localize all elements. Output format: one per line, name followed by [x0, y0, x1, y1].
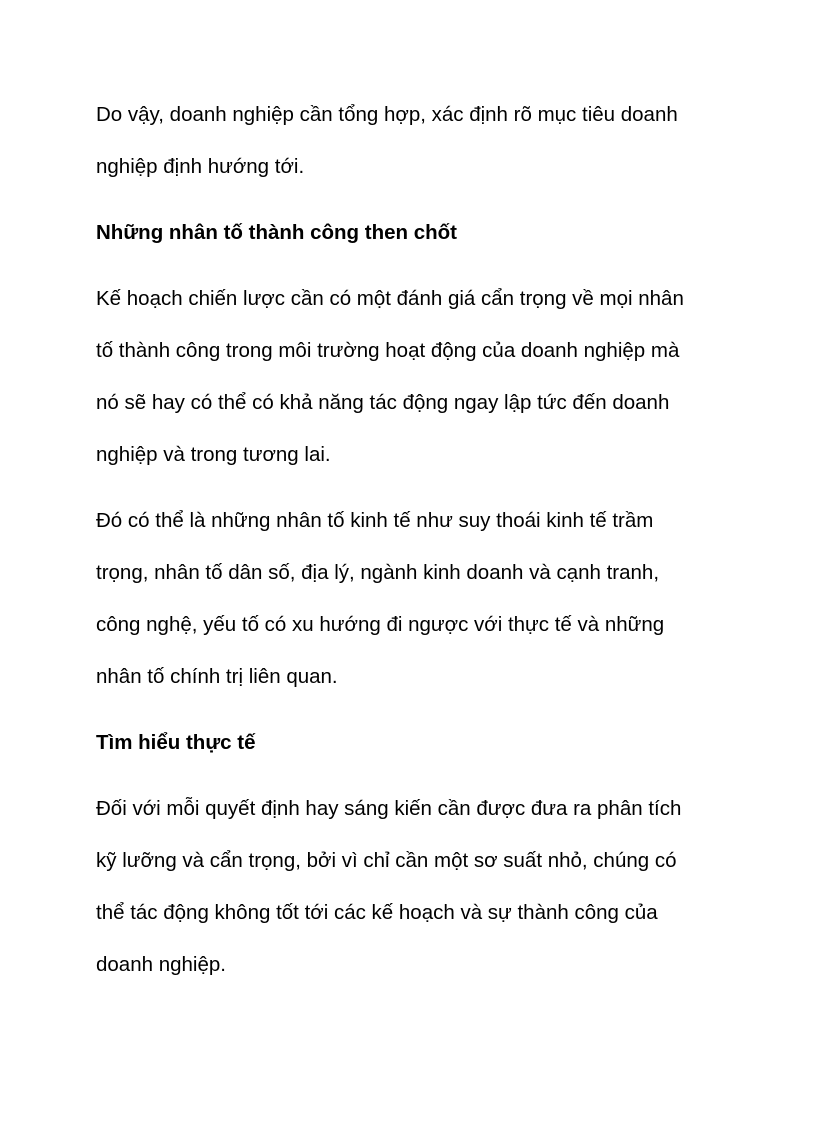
- document-body: [96, 89, 736, 1005]
- paragraph-decisions: [96, 783, 736, 991]
- paragraph-objectives: [96, 89, 736, 193]
- paragraph-line: kỹ lưỡng và cẩn trọng, bởi vì chỉ cần một sơ suất nhỏ, chúng có: [96, 849, 677, 872]
- paragraph-line: nghiệp định hướng tới.: [96, 155, 305, 178]
- section-heading-key-success-factors: Những nhân tố thành công then chốt: [96, 221, 458, 244]
- paragraph-line: doanh nghiệp.: [96, 953, 226, 976]
- paragraph-line: trọng, nhân tố dân số, địa lý, ngành kinh doanh và cạnh tranh,: [96, 561, 660, 584]
- paragraph-line: Do vậy, doanh nghiệp cần tổng hợp, xác định rõ mục tiêu doanh: [96, 103, 678, 126]
- paragraph-line: thể tác động không tốt tới các kế hoạch và sự thành công của: [96, 901, 658, 924]
- paragraph-line: Kế hoạch chiến lược cần có một đánh giá cẩn trọng về mọi nhân: [96, 287, 684, 310]
- section-heading-research-reality: Tìm hiểu thực tế: [96, 731, 256, 754]
- paragraph-line: Đối với mỗi quyết định hay sáng kiến cần được đưa ra phân tích: [96, 797, 682, 820]
- paragraph-line: Đó có thể là những nhân tố kinh tế như suy thoái kinh tế trầm: [96, 509, 654, 532]
- paragraph-line: nghiệp và trong tương lai.: [96, 443, 331, 466]
- paragraph-line: công nghệ, yếu tố có xu hướng đi ngược với thực tế và những: [96, 613, 665, 636]
- paragraph-line: nhân tố chính trị liên quan.: [96, 665, 338, 688]
- paragraph-line: tố thành công trong môi trường hoạt động của doanh nghiệp mà: [96, 339, 680, 362]
- paragraph-line: nó sẽ hay có thể có khả năng tác động ngay lập tức đến doanh: [96, 391, 670, 414]
- paragraph-strategic-plan: [96, 273, 736, 481]
- paragraph-factors: [96, 495, 736, 703]
